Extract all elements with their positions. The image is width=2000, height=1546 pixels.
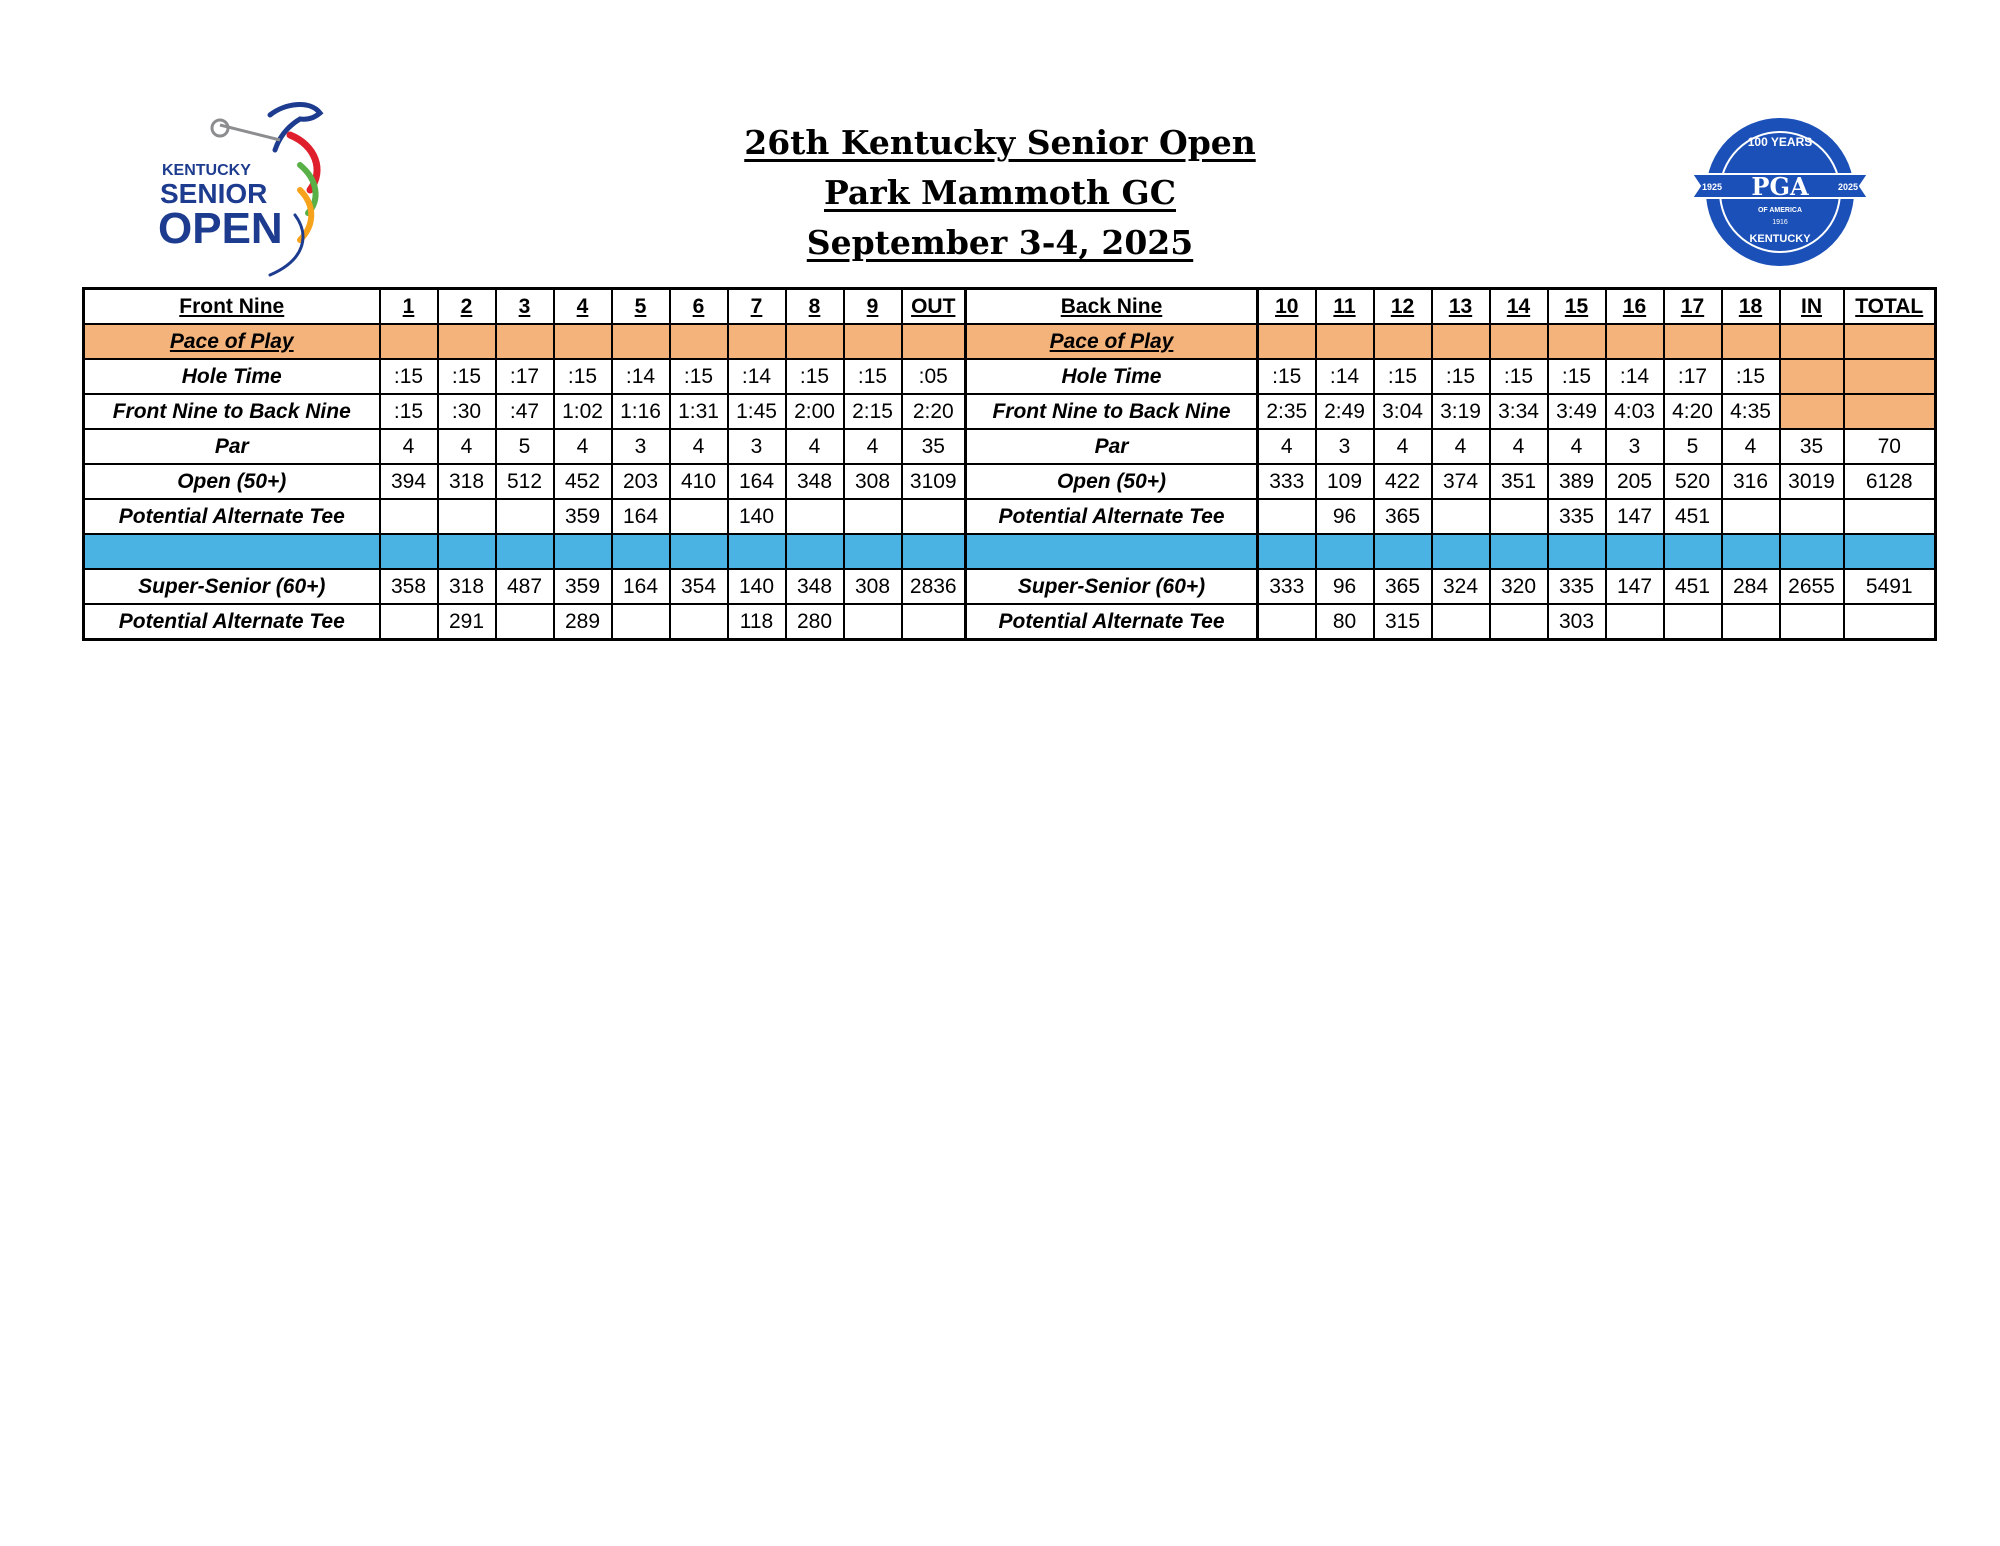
row-label: Potential Alternate Tee <box>966 499 1258 534</box>
kentucky-senior-open-logo <box>150 95 350 285</box>
table-cell <box>612 604 670 640</box>
table-cell: 2:35 <box>1258 394 1316 429</box>
table-cell: 4 <box>554 429 612 464</box>
hole-header: 15 <box>1548 289 1606 325</box>
table-cell <box>1432 499 1490 534</box>
table-cell: 316 <box>1722 464 1780 499</box>
table-cell: 4 <box>1258 429 1316 464</box>
table-cell: 3 <box>1316 429 1374 464</box>
table-cell <box>1490 499 1548 534</box>
table-cell <box>1844 534 1936 569</box>
row-label: Par <box>84 429 380 464</box>
course-name: Park Mammoth GC <box>824 173 1176 212</box>
table-cell: :05 <box>902 359 966 394</box>
table-cell <box>438 534 496 569</box>
table-cell <box>786 499 844 534</box>
table-cell: :15 <box>670 359 728 394</box>
table-cell <box>438 499 496 534</box>
table-cell <box>612 534 670 569</box>
table-cell: :17 <box>1664 359 1722 394</box>
table-cell: 487 <box>496 569 554 604</box>
table-cell: :17 <box>496 359 554 394</box>
table-cell: 4 <box>1374 429 1432 464</box>
table-cell: :15 <box>1258 359 1316 394</box>
table-cell: 512 <box>496 464 554 499</box>
pga-logo-left-year: 1925 <box>1701 182 1723 192</box>
logo-text-open: OPEN <box>158 204 283 253</box>
table-row <box>84 394 1936 429</box>
table-cell: 333 <box>1258 464 1316 499</box>
table-cell: :15 <box>380 394 438 429</box>
table-cell <box>1844 324 1936 359</box>
table-cell: 109 <box>1316 464 1374 499</box>
table-cell: :47 <box>496 394 554 429</box>
row-label: Front Nine to Back Nine <box>966 394 1258 429</box>
table-cell: 70 <box>1844 429 1936 464</box>
table-cell: :30 <box>438 394 496 429</box>
table-cell: 354 <box>670 569 728 604</box>
table-cell <box>1780 359 1844 394</box>
table-cell: 348 <box>786 569 844 604</box>
table-cell: 4 <box>438 429 496 464</box>
table-cell: 280 <box>786 604 844 640</box>
hole-header: 9 <box>844 289 902 325</box>
table-cell: 203 <box>612 464 670 499</box>
hole-header: 16 <box>1606 289 1664 325</box>
table-cell: 2:15 <box>844 394 902 429</box>
hole-header: 11 <box>1316 289 1374 325</box>
table-cell <box>844 324 902 359</box>
pga-kentucky-logo <box>1690 112 1870 272</box>
table-cell <box>786 324 844 359</box>
table-cell: 1:31 <box>670 394 728 429</box>
table-cell <box>1664 324 1722 359</box>
table-cell <box>1844 499 1936 534</box>
table-cell <box>902 499 966 534</box>
table-cell: 3 <box>728 429 786 464</box>
table-cell <box>1664 604 1722 640</box>
table-cell: :15 <box>554 359 612 394</box>
table-cell <box>496 534 554 569</box>
table-cell: 118 <box>728 604 786 640</box>
table-cell: 4 <box>844 429 902 464</box>
table-cell: :15 <box>438 359 496 394</box>
table-cell: 35 <box>902 429 966 464</box>
hole-header: 17 <box>1664 289 1722 325</box>
table-cell: 4 <box>786 429 844 464</box>
table-cell <box>1664 534 1722 569</box>
pga-logo-right-year: 2025 <box>1837 182 1859 192</box>
row-label: Pace of Play <box>84 324 380 359</box>
table-cell: 2:20 <box>902 394 966 429</box>
hole-header: 8 <box>786 289 844 325</box>
row-label: Open (50+) <box>84 464 380 499</box>
hole-header: 13 <box>1432 289 1490 325</box>
table-cell <box>1432 534 1490 569</box>
table-cell: 4:03 <box>1606 394 1664 429</box>
table-cell: 2:00 <box>786 394 844 429</box>
table-cell: 318 <box>438 464 496 499</box>
table-cell: :14 <box>1316 359 1374 394</box>
table-cell: 4 <box>1432 429 1490 464</box>
logo-text-senior: SENIOR <box>160 178 268 209</box>
table-row <box>84 464 1936 499</box>
table-cell <box>380 499 438 534</box>
table-cell: 3:19 <box>1432 394 1490 429</box>
hole-header: 1 <box>380 289 438 325</box>
pga-logo-founded: 1916 <box>1772 219 1788 226</box>
hole-header: 12 <box>1374 289 1432 325</box>
table-cell <box>902 534 966 569</box>
table-cell: 3:34 <box>1490 394 1548 429</box>
hole-header: 10 <box>1258 289 1316 325</box>
pga-logo-bottom-text: KENTUCKY <box>1749 233 1811 245</box>
table-cell: 3 <box>1606 429 1664 464</box>
row-label: Super-Senior (60+) <box>966 569 1258 604</box>
table-cell: 374 <box>1432 464 1490 499</box>
front-nine-header: Front Nine <box>84 289 380 325</box>
row-label: Hole Time <box>966 359 1258 394</box>
table-cell: 80 <box>1316 604 1374 640</box>
table-cell: 520 <box>1664 464 1722 499</box>
table-cell: 4 <box>380 429 438 464</box>
table-cell: 5491 <box>1844 569 1936 604</box>
table-cell: :15 <box>1432 359 1490 394</box>
table-cell <box>380 534 438 569</box>
table-cell <box>1780 604 1844 640</box>
scorecard-body <box>84 289 1936 640</box>
table-cell <box>1316 324 1374 359</box>
table-cell: 422 <box>1374 464 1432 499</box>
table-cell: 284 <box>1722 569 1780 604</box>
table-cell: 35 <box>1780 429 1844 464</box>
table-cell: :15 <box>844 359 902 394</box>
table-cell <box>844 534 902 569</box>
logo-ball <box>212 120 228 136</box>
table-cell <box>1432 324 1490 359</box>
table-cell: 96 <box>1316 569 1374 604</box>
table-cell: 452 <box>554 464 612 499</box>
logo-text-kentucky: KENTUCKY <box>162 162 251 179</box>
row-label <box>966 534 1258 569</box>
table-cell <box>380 604 438 640</box>
table-cell <box>1722 499 1780 534</box>
row-label: Potential Alternate Tee <box>84 499 380 534</box>
table-cell: 5 <box>1664 429 1722 464</box>
table-cell <box>1780 394 1844 429</box>
pga-logo-top-text: 100 YEARS <box>1747 135 1813 149</box>
table-cell: :14 <box>612 359 670 394</box>
table-cell: 147 <box>1606 569 1664 604</box>
table-cell <box>1490 324 1548 359</box>
table-cell: 5 <box>496 429 554 464</box>
row-label: Front Nine to Back Nine <box>84 394 380 429</box>
table-cell: 359 <box>554 569 612 604</box>
table-row <box>84 499 1936 534</box>
table-cell <box>844 499 902 534</box>
table-cell <box>786 534 844 569</box>
table-row <box>84 569 1936 604</box>
hole-header: 18 <box>1722 289 1780 325</box>
table-row <box>84 359 1936 394</box>
table-cell <box>1432 604 1490 640</box>
table-cell: 205 <box>1606 464 1664 499</box>
table-cell: 1:45 <box>728 394 786 429</box>
row-label: Potential Alternate Tee <box>84 604 380 640</box>
table-cell: 4:20 <box>1664 394 1722 429</box>
row-label: Open (50+) <box>966 464 1258 499</box>
table-cell: 365 <box>1374 499 1432 534</box>
table-row <box>84 429 1936 464</box>
table-cell <box>670 604 728 640</box>
table-cell: 335 <box>1548 569 1606 604</box>
table-cell: 4:35 <box>1722 394 1780 429</box>
hole-header: TOTAL <box>1844 289 1936 325</box>
table-cell: 289 <box>554 604 612 640</box>
table-cell: 3:49 <box>1548 394 1606 429</box>
table-cell: :14 <box>1606 359 1664 394</box>
hole-header: 7 <box>728 289 786 325</box>
table-cell: 394 <box>380 464 438 499</box>
table-cell: 315 <box>1374 604 1432 640</box>
table-cell: :15 <box>1490 359 1548 394</box>
table-cell: 308 <box>844 464 902 499</box>
table-cell <box>1844 359 1936 394</box>
logo-swoosh-blue <box>270 105 320 150</box>
table-cell <box>1722 604 1780 640</box>
table-cell <box>1258 534 1316 569</box>
table-cell <box>1606 324 1664 359</box>
table-cell: 3 <box>612 429 670 464</box>
table-cell: 2836 <box>902 569 966 604</box>
table-cell: 348 <box>786 464 844 499</box>
table-cell: 3019 <box>1780 464 1844 499</box>
row-label: Super-Senior (60+) <box>84 569 380 604</box>
table-cell <box>1844 604 1936 640</box>
table-cell <box>1548 534 1606 569</box>
table-cell: :15 <box>786 359 844 394</box>
hole-header: 3 <box>496 289 554 325</box>
table-cell: 333 <box>1258 569 1316 604</box>
table-cell: 1:16 <box>612 394 670 429</box>
table-cell: 164 <box>728 464 786 499</box>
hole-header: 4 <box>554 289 612 325</box>
row-label: Hole Time <box>84 359 380 394</box>
table-cell: 320 <box>1490 569 1548 604</box>
table-cell <box>438 324 496 359</box>
table-cell <box>1780 499 1844 534</box>
table-cell: 451 <box>1664 499 1722 534</box>
table-cell: 140 <box>728 499 786 534</box>
hole-header: IN <box>1780 289 1844 325</box>
table-cell: 359 <box>554 499 612 534</box>
hole-header: 2 <box>438 289 496 325</box>
table-cell: 4 <box>1548 429 1606 464</box>
hole-header: 5 <box>612 289 670 325</box>
table-cell: 291 <box>438 604 496 640</box>
table-cell: :15 <box>1374 359 1432 394</box>
table-cell <box>728 324 786 359</box>
table-row <box>84 324 1936 359</box>
table-row <box>84 534 1936 569</box>
row-label: Pace of Play <box>966 324 1258 359</box>
table-cell: 3109 <box>902 464 966 499</box>
back-nine-header: Back Nine <box>966 289 1258 325</box>
event-dates: September 3-4, 2025 <box>806 223 1194 262</box>
hole-header: 6 <box>670 289 728 325</box>
table-cell: 335 <box>1548 499 1606 534</box>
table-cell: 358 <box>380 569 438 604</box>
table-cell <box>902 324 966 359</box>
table-cell: 2:49 <box>1316 394 1374 429</box>
table-cell <box>1548 324 1606 359</box>
table-cell: 2655 <box>1780 569 1844 604</box>
table-cell <box>1374 534 1432 569</box>
table-cell <box>844 604 902 640</box>
table-cell <box>1722 324 1780 359</box>
table-cell <box>1490 604 1548 640</box>
table-cell <box>1374 324 1432 359</box>
table-cell <box>1722 534 1780 569</box>
table-cell: 4 <box>1722 429 1780 464</box>
table-cell: 3:04 <box>1374 394 1432 429</box>
table-cell <box>1258 499 1316 534</box>
event-title: 26th Kentucky Senior Open <box>744 123 1256 162</box>
row-label: Potential Alternate Tee <box>966 604 1258 640</box>
table-cell <box>1606 534 1664 569</box>
table-row <box>84 604 1936 640</box>
table-cell: 410 <box>670 464 728 499</box>
table-cell: 1:02 <box>554 394 612 429</box>
table-cell: 4 <box>670 429 728 464</box>
table-cell <box>496 324 554 359</box>
table-cell <box>1606 604 1664 640</box>
table-cell <box>1780 324 1844 359</box>
table-cell: 96 <box>1316 499 1374 534</box>
table-cell <box>670 324 728 359</box>
table-cell: 147 <box>1606 499 1664 534</box>
table-cell: 318 <box>438 569 496 604</box>
table-cell <box>728 534 786 569</box>
table-cell: 140 <box>728 569 786 604</box>
table-cell: 324 <box>1432 569 1490 604</box>
table-cell: 451 <box>1664 569 1722 604</box>
header-row <box>84 289 1936 325</box>
table-cell: 164 <box>612 569 670 604</box>
table-cell: 6128 <box>1844 464 1936 499</box>
table-cell <box>1780 534 1844 569</box>
row-label: Par <box>966 429 1258 464</box>
table-cell: :15 <box>380 359 438 394</box>
table-cell <box>554 324 612 359</box>
table-cell: 303 <box>1548 604 1606 640</box>
table-cell <box>1258 604 1316 640</box>
table-cell: :15 <box>1722 359 1780 394</box>
table-cell: 308 <box>844 569 902 604</box>
table-cell: 164 <box>612 499 670 534</box>
table-cell <box>1316 534 1374 569</box>
table-cell <box>670 499 728 534</box>
pga-logo-sub: OF AMERICA <box>1757 207 1803 214</box>
hole-header: 14 <box>1490 289 1548 325</box>
hole-header: OUT <box>902 289 966 325</box>
table-cell <box>1844 394 1936 429</box>
table-cell <box>902 604 966 640</box>
table-cell <box>554 534 612 569</box>
table-cell <box>612 324 670 359</box>
table-cell: 351 <box>1490 464 1548 499</box>
pga-logo-main: PGA <box>1751 172 1809 201</box>
table-cell: 389 <box>1548 464 1606 499</box>
table-cell <box>670 534 728 569</box>
table-cell: 4 <box>1490 429 1548 464</box>
table-cell <box>1490 534 1548 569</box>
table-cell: :14 <box>728 359 786 394</box>
table-cell <box>496 499 554 534</box>
table-cell: 365 <box>1374 569 1432 604</box>
scorecard-table <box>82 287 1937 641</box>
row-label <box>84 534 380 569</box>
title-block <box>600 118 1400 268</box>
table-cell <box>1258 324 1316 359</box>
table-cell <box>380 324 438 359</box>
table-cell <box>496 604 554 640</box>
table-cell: :15 <box>1548 359 1606 394</box>
